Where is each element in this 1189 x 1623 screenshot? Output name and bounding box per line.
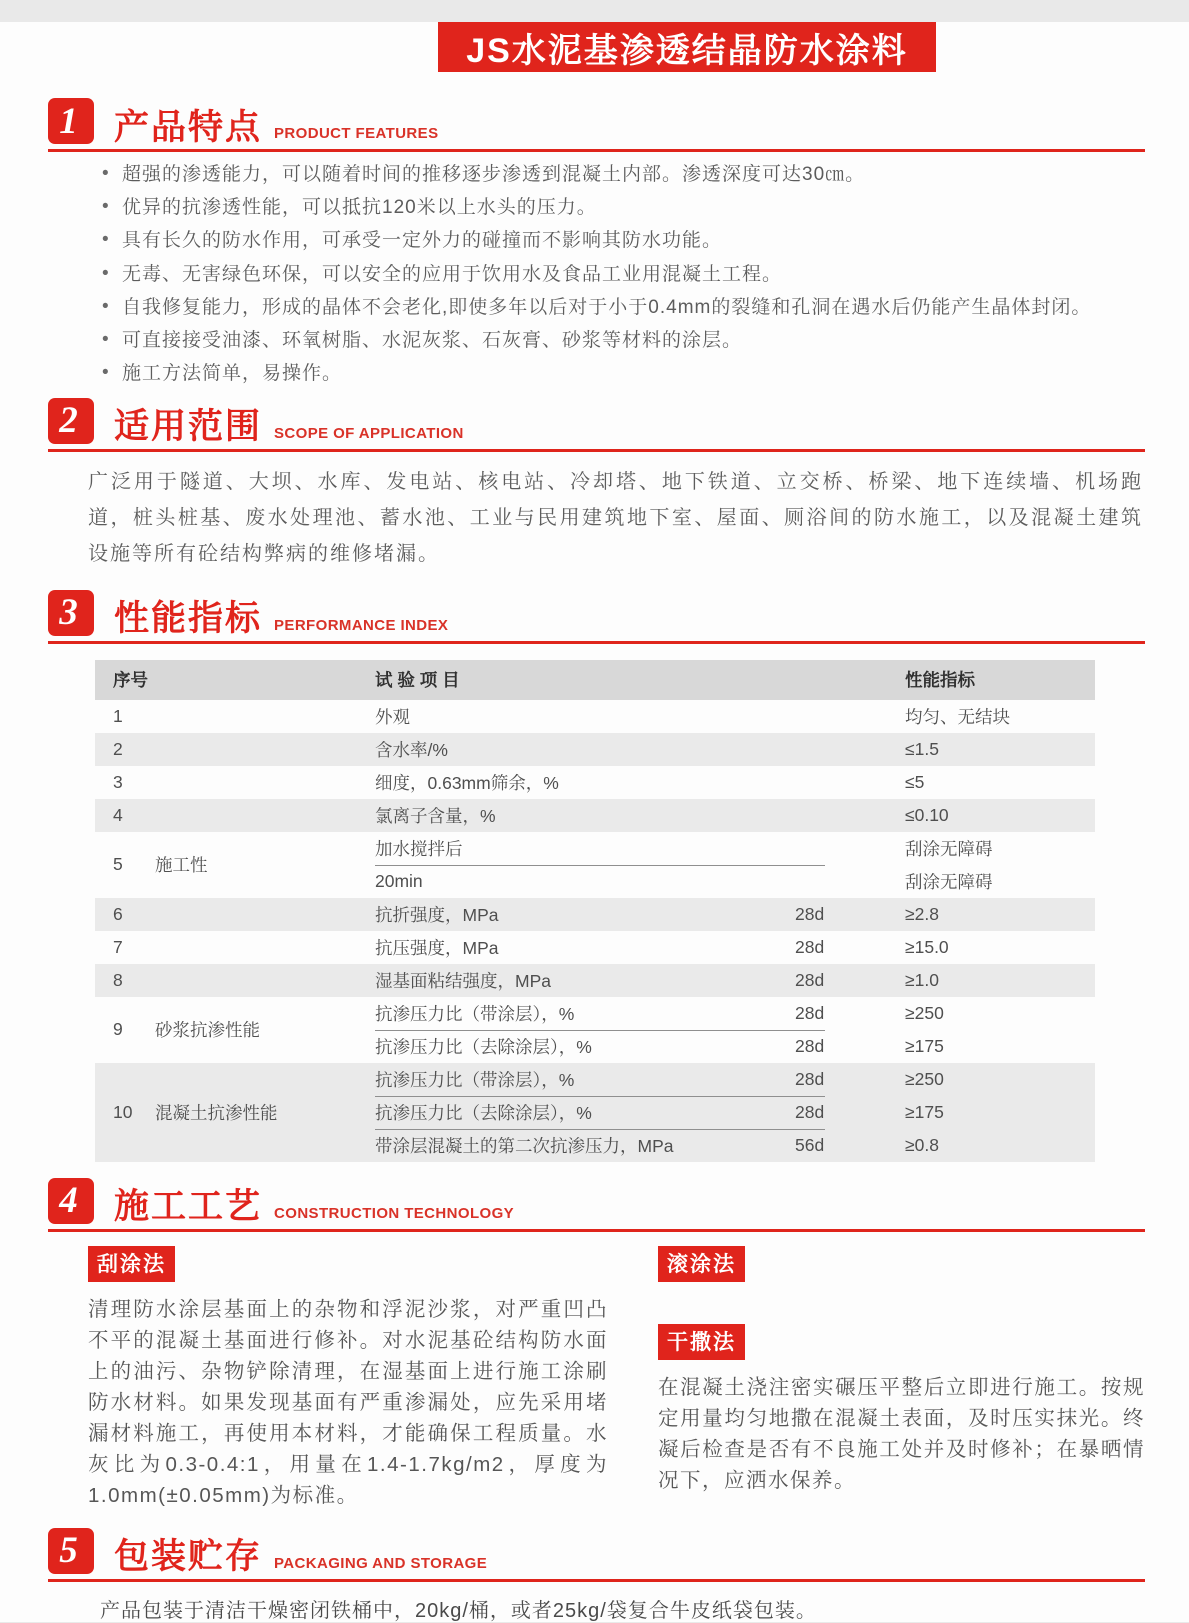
table-header-item: 试 验 项 目 bbox=[375, 670, 460, 691]
row-group-label bbox=[155, 799, 375, 832]
table-subrow bbox=[375, 700, 1095, 733]
section-header-scope bbox=[48, 398, 1145, 452]
row-subitems bbox=[375, 997, 1095, 1063]
table-subrow bbox=[375, 733, 1095, 766]
features-list bbox=[100, 162, 1145, 388]
index-value: ≥175 bbox=[905, 1101, 944, 1122]
test-age: 28d bbox=[795, 1101, 825, 1122]
packaging-paragraph: 产品包装于清洁干燥密闭铁桶中，20kg/桶，或者25kg/袋复合牛皮纸袋包装。 bbox=[100, 1599, 817, 1622]
table-row bbox=[95, 997, 1095, 1063]
test-age: 28d bbox=[795, 1068, 825, 1089]
section-number-badge-1: 1 bbox=[48, 98, 94, 144]
table-row bbox=[95, 832, 1095, 898]
index-value: 刮涂无障碍 bbox=[905, 838, 993, 859]
test-age: 28d bbox=[795, 936, 825, 957]
row-group-label bbox=[155, 931, 375, 964]
table-header-index: 性能指标 bbox=[905, 670, 975, 691]
table-subrow bbox=[375, 898, 1095, 931]
row-group-label bbox=[155, 700, 375, 733]
index-value: ≤0.10 bbox=[905, 804, 949, 825]
dry-scatter-method-body: 在混凝土浇注密实碾压平整后立即进行施工。按规定用量均匀地撒在混凝土表面，及时压实抹光。终凝后检查是否有不良施工处并及时修补；在暴晒情况下，应洒水保养。 bbox=[658, 1375, 1145, 1492]
row-subitems bbox=[375, 700, 1095, 733]
test-age bbox=[795, 799, 905, 832]
scrape-method-block bbox=[88, 1246, 608, 1512]
test-item: 含水率/% bbox=[375, 739, 448, 760]
row-subitems bbox=[375, 964, 1095, 997]
table-subrow bbox=[375, 799, 1095, 832]
section-subtitle-packaging: PACKAGING AND STORAGE bbox=[274, 1554, 488, 1572]
section-number-badge-3: 3 bbox=[48, 590, 94, 636]
row-number: 1 bbox=[113, 705, 123, 726]
test-age bbox=[795, 865, 905, 898]
table-row bbox=[95, 1063, 1095, 1162]
index-value: ≤1.5 bbox=[905, 738, 939, 759]
table-row bbox=[95, 733, 1095, 766]
table-header-row bbox=[95, 660, 1095, 700]
test-age bbox=[795, 733, 905, 766]
roll-method-tag: 滚涂法 bbox=[658, 1246, 745, 1282]
test-age: 28d bbox=[795, 969, 825, 990]
test-item: 带涂层混凝土的第二次抗渗压力，MPa bbox=[375, 1135, 674, 1156]
table-subrow bbox=[375, 1030, 1095, 1063]
product-title-banner bbox=[438, 22, 936, 72]
test-item: 加水搅拌后 bbox=[375, 838, 463, 859]
row-subitems bbox=[375, 1063, 1095, 1162]
test-age: 56d bbox=[795, 1134, 825, 1155]
index-value: ≥2.8 bbox=[905, 903, 939, 924]
table-subrow bbox=[375, 1063, 1095, 1096]
row-number: 3 bbox=[113, 771, 123, 792]
section-subtitle-construction: CONSTRUCTION TECHNOLOGY bbox=[274, 1204, 515, 1222]
table-row bbox=[95, 964, 1095, 997]
table-row bbox=[95, 799, 1095, 832]
row-number: 2 bbox=[113, 738, 123, 759]
row-number: 6 bbox=[113, 903, 123, 924]
feature-bullet: • 具有长久的防水作用，可承受一定外力的碰撞而不影响其防水功能。 bbox=[100, 228, 1145, 254]
table-subrow bbox=[375, 1129, 1095, 1162]
test-item: 湿基面粘结强度，MPa bbox=[375, 970, 551, 991]
section-header-construction bbox=[48, 1178, 1145, 1232]
section-number-badge-5: 5 bbox=[48, 1528, 94, 1574]
test-age: 28d bbox=[795, 1002, 825, 1023]
section-title-features: 产品特点 bbox=[114, 107, 263, 147]
row-subitems bbox=[375, 832, 1095, 898]
index-value: ≥1.0 bbox=[905, 969, 939, 990]
section-title-construction: 施工工艺 bbox=[114, 1187, 263, 1227]
construction-methods bbox=[88, 1246, 1145, 1512]
scope-paragraph: 广泛用于隧道、大坝、水库、发电站、核电站、冷却塔、地下铁道、立交桥、桥梁、地下连续墙、机场跑道，桩头桩基、废水处理池、蓄水池、工业与民用建筑地下室、屋面、厕浴间的防水施工，以及混凝土建筑设施等所有砼结构弊病的维修堵漏。 bbox=[88, 470, 1143, 565]
row-number: 5 bbox=[113, 854, 123, 875]
table-subrow bbox=[375, 931, 1095, 964]
section-title-scope: 适用范围 bbox=[114, 407, 263, 447]
test-age bbox=[795, 700, 905, 733]
section-header-packaging bbox=[48, 1528, 1145, 1582]
section-subtitle-scope: SCOPE OF APPLICATION bbox=[274, 424, 464, 442]
table-subrow bbox=[375, 766, 1095, 799]
row-group-label bbox=[155, 964, 375, 997]
test-age bbox=[795, 766, 905, 799]
table-subrow bbox=[375, 1096, 1095, 1129]
row-subitems bbox=[375, 733, 1095, 766]
index-value: ≥250 bbox=[905, 1068, 944, 1089]
performance-table bbox=[95, 660, 1095, 1162]
section-title-performance: 性能指标 bbox=[114, 599, 263, 639]
table-subrow bbox=[375, 964, 1095, 997]
feature-bullet: • 自我修复能力，形成的晶体不会老化,即使多年以后对于小于0.4mm的裂缝和孔洞在遇水后仍能产生晶体封闭。 bbox=[100, 295, 1145, 321]
table-row bbox=[95, 766, 1095, 799]
roll-dry-method-block bbox=[658, 1246, 1145, 1512]
row-group-label bbox=[155, 898, 375, 931]
table-row bbox=[95, 931, 1095, 964]
row-group-label bbox=[155, 766, 375, 799]
feature-bullet: • 可直接接受油漆、环氧树脂、水泥灰浆、石灰膏、砂浆等材料的涂层。 bbox=[100, 328, 1145, 354]
section-subtitle-performance: PERFORMANCE INDEX bbox=[274, 616, 449, 634]
table-subrow bbox=[375, 832, 1095, 865]
test-item: 抗折强度，MPa bbox=[375, 904, 499, 925]
index-value: 均匀、无结块 bbox=[905, 706, 1010, 727]
table-subrow bbox=[375, 997, 1095, 1030]
document-page bbox=[0, 22, 1189, 1622]
table-header-age bbox=[795, 660, 905, 700]
test-age: 28d bbox=[795, 1035, 825, 1056]
row-group-label: 施工性 bbox=[155, 855, 208, 876]
test-age bbox=[795, 832, 905, 865]
test-item: 外观 bbox=[375, 706, 410, 727]
test-item: 抗渗压力比（去除涂层），% bbox=[375, 1036, 592, 1057]
table-header-no: 序号 bbox=[113, 670, 148, 691]
index-value: ≤5 bbox=[905, 771, 925, 792]
row-number: 10 bbox=[113, 1101, 133, 1122]
feature-bullet: • 超强的渗透能力，可以随着时间的推移逐步渗透到混凝土内部。渗透深度可达30㎝。 bbox=[100, 162, 1145, 188]
index-value: ≥0.8 bbox=[905, 1134, 939, 1155]
performance-table-body bbox=[95, 700, 1095, 1162]
row-subitems bbox=[375, 799, 1095, 832]
table-subrow bbox=[375, 865, 1095, 898]
test-item: 抗渗压力比（去除涂层），% bbox=[375, 1102, 592, 1123]
row-number: 4 bbox=[113, 804, 123, 825]
section-number-badge-4: 4 bbox=[48, 1178, 94, 1224]
test-item: 20min bbox=[375, 870, 423, 891]
section-number-badge-2: 2 bbox=[48, 398, 94, 444]
row-subitems bbox=[375, 898, 1095, 931]
row-number: 7 bbox=[113, 936, 123, 957]
section-header-features bbox=[48, 98, 1145, 152]
feature-bullet: • 施工方法简单，易操作。 bbox=[100, 361, 1145, 387]
table-row bbox=[95, 898, 1095, 931]
index-value: ≥250 bbox=[905, 1002, 944, 1023]
dry-scatter-method-tag: 干撒法 bbox=[658, 1324, 745, 1360]
row-number: 8 bbox=[113, 969, 123, 990]
row-group-label: 混凝土抗渗性能 bbox=[155, 1102, 278, 1123]
row-group-label: 砂浆抗渗性能 bbox=[155, 1020, 260, 1041]
table-row bbox=[95, 700, 1095, 733]
feature-bullet: • 无毒、无害绿色环保，可以安全的应用于饮用水及食品工业用混凝土工程。 bbox=[100, 262, 1145, 288]
section-subtitle-features: PRODUCT FEATURES bbox=[274, 125, 439, 142]
row-group-label bbox=[155, 733, 375, 766]
test-item: 抗渗压力比（带涂层），% bbox=[375, 1003, 575, 1024]
product-title: JS水泥基渗透结晶防水涂料 bbox=[466, 31, 908, 70]
row-subitems bbox=[375, 931, 1095, 964]
feature-bullet: • 优异的抗渗透性能，可以抵抗120米以上水头的压力。 bbox=[100, 195, 1145, 221]
scrape-method-tag: 刮涂法 bbox=[88, 1246, 175, 1282]
test-item: 氯离子含量，% bbox=[375, 805, 496, 826]
index-value: 刮涂无障碍 bbox=[905, 871, 993, 892]
row-subitems bbox=[375, 766, 1095, 799]
table-header-group bbox=[155, 660, 375, 700]
index-value: ≥15.0 bbox=[905, 936, 949, 957]
test-age: 28d bbox=[795, 903, 825, 924]
row-number: 9 bbox=[113, 1019, 123, 1040]
scrape-method-body: 清理防水涂层基面上的杂物和浮泥沙浆，对严重凹凸不平的混凝土基面进行修补。对水泥基砼结构防水面上的油污、杂物铲除清理，在湿基面上进行施工涂刷防水材料。如果发现基面有严重渗漏处，应先采用堵漏材料施工，再使用本材料，才能确保工程质量。水灰比为0.3-0.4:1，用量在1.4-1.7kg/m2，厚度为1.0mm(±0.05mm)为标准。 bbox=[88, 1297, 608, 1508]
test-item: 抗压强度，MPa bbox=[375, 937, 499, 958]
index-value: ≥175 bbox=[905, 1035, 944, 1056]
section-header-performance bbox=[48, 590, 1145, 644]
test-item: 抗渗压力比（带涂层），% bbox=[375, 1069, 575, 1090]
test-item: 细度，0.63mm筛余，% bbox=[375, 772, 559, 793]
section-title-packaging: 包装贮存 bbox=[114, 1537, 263, 1577]
